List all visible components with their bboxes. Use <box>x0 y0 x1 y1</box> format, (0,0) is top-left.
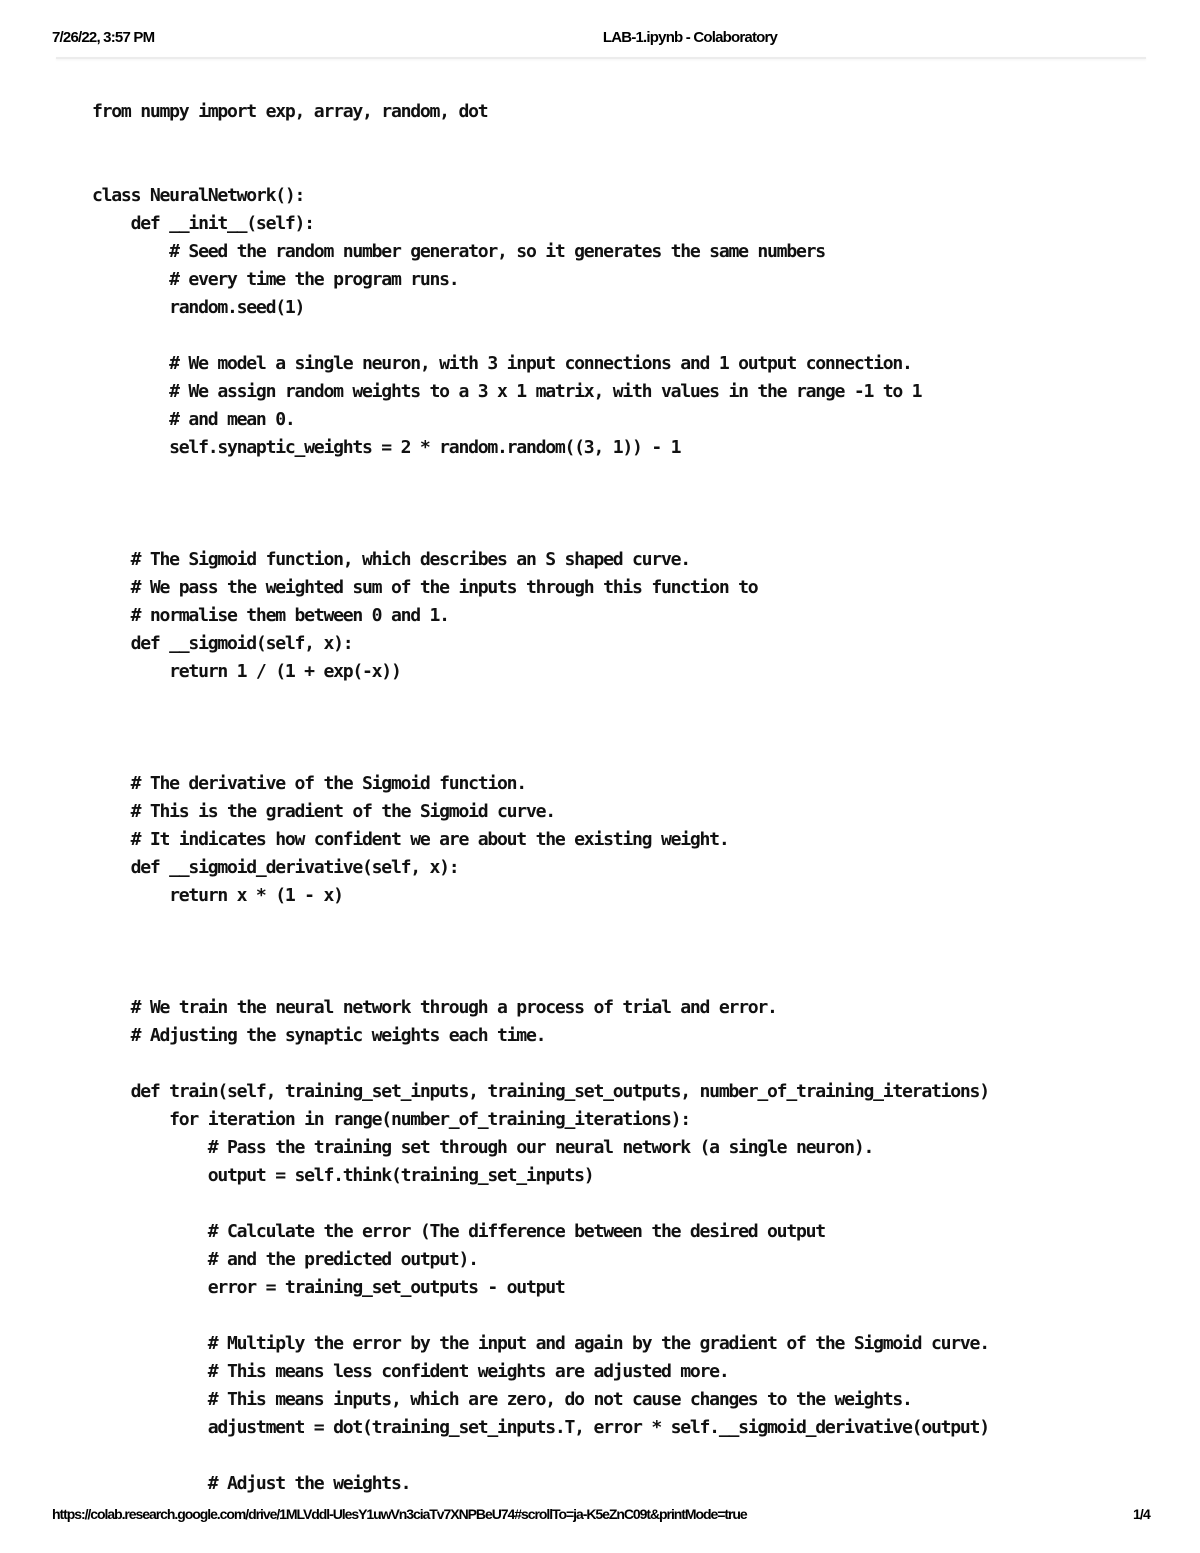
code-line <box>92 1190 1192 1218</box>
code-line: # The Sigmoid function, which describes an S shaped curve. <box>92 549 690 570</box>
code-line: # Pass the training set through our neural network (a single neuron). <box>92 1137 874 1158</box>
code-line: class NeuralNetwork(): <box>92 185 305 206</box>
code-line: # This is the gradient of the Sigmoid curve. <box>92 801 555 822</box>
code-line <box>92 518 1192 546</box>
code-line: from numpy import exp, array, random, dot <box>92 101 488 122</box>
code-line: adjustment = dot(training_set_inputs.T, error * self.__sigmoid_derivative(output) <box>92 1417 989 1438</box>
code-line: self.synaptic_weights = 2 * random.random((3, 1)) - 1 <box>92 437 681 458</box>
code-line <box>92 742 1192 770</box>
code-line: # We assign random weights to a 3 x 1 matrix, with values in the range -1 to 1 <box>92 381 922 402</box>
code-line <box>92 686 1192 714</box>
code-line: def train(self, training_set_inputs, training_set_outputs, number_of_training_iterations) <box>92 1081 989 1102</box>
code-line: # This means less confident weights are adjusted more. <box>92 1361 729 1382</box>
notebook-title: LAB-1.ipynb - Colaboratory <box>602 29 778 46</box>
code-line: # The derivative of the Sigmoid function. <box>92 773 526 794</box>
code-line: def __sigmoid(self, x): <box>92 633 353 654</box>
code-line: error = training_set_outputs - output <box>92 1277 565 1298</box>
code-line <box>92 490 1192 518</box>
print-header <box>0 0 1200 58</box>
code-line <box>92 154 1192 182</box>
code-line: # Calculate the error (The difference between the desired output <box>92 1221 825 1242</box>
code-line: # Multiply the error by the input and again by the gradient of the Sigmoid curve. <box>92 1333 989 1354</box>
code-line: return x * (1 - x) <box>92 885 343 906</box>
code-line: for iteration in range(number_of_training_iterations): <box>92 1109 690 1130</box>
code-line: # Adjust the weights. <box>92 1473 411 1494</box>
header-divider <box>56 57 1146 59</box>
code-line: def __sigmoid_derivative(self, x): <box>92 857 459 878</box>
code-line <box>92 1050 1192 1078</box>
code-line <box>92 910 1192 938</box>
code-line: # It indicates how confident we are about the existing weight. <box>92 829 729 850</box>
code-line: # and the predicted output). <box>92 1249 478 1270</box>
print-footer <box>0 1505 1200 1529</box>
code-line: return 1 / (1 + exp(-x)) <box>92 661 401 682</box>
code-line: # We train the neural network through a process of trial and error. <box>92 997 777 1018</box>
code-line: # Seed the random number generator, so it generates the same numbers <box>92 241 825 262</box>
code-line <box>92 126 1192 154</box>
code-line <box>92 938 1192 966</box>
code-line: # every time the program runs. <box>92 269 459 290</box>
print-date: 7/26/22, 3:57 PM <box>52 29 155 46</box>
code-line <box>92 322 1192 350</box>
code-cell <box>92 98 1192 1498</box>
code-line <box>92 714 1192 742</box>
code-line: def __init__(self): <box>92 213 314 234</box>
page-url: https://colab.research.google.com/drive/1MLVddl-UlesY1uwVn3ciaTv7XNPBeU74#scrollTo=ja-K5eZnC09t&printMode=true <box>52 1506 747 1522</box>
code-line: # This means inputs, which are zero, do not cause changes to the weights. <box>92 1389 912 1410</box>
code-line <box>92 462 1192 490</box>
code-line: # We pass the weighted sum of the inputs through this function to <box>92 577 758 598</box>
code-line: output = self.think(training_set_inputs) <box>92 1165 594 1186</box>
code-line: # We model a single neuron, with 3 input connections and 1 output connection. <box>92 353 912 374</box>
code-line: random.seed(1) <box>92 297 305 318</box>
code-line: # Adjusting the synaptic weights each time. <box>92 1025 546 1046</box>
page-number: 1/4 <box>1132 1506 1150 1522</box>
code-line <box>92 966 1192 994</box>
code-line <box>92 1302 1192 1330</box>
code-line: # and mean 0. <box>92 409 295 430</box>
code-line: # normalise them between 0 and 1. <box>92 605 449 626</box>
code-line <box>92 1442 1192 1470</box>
